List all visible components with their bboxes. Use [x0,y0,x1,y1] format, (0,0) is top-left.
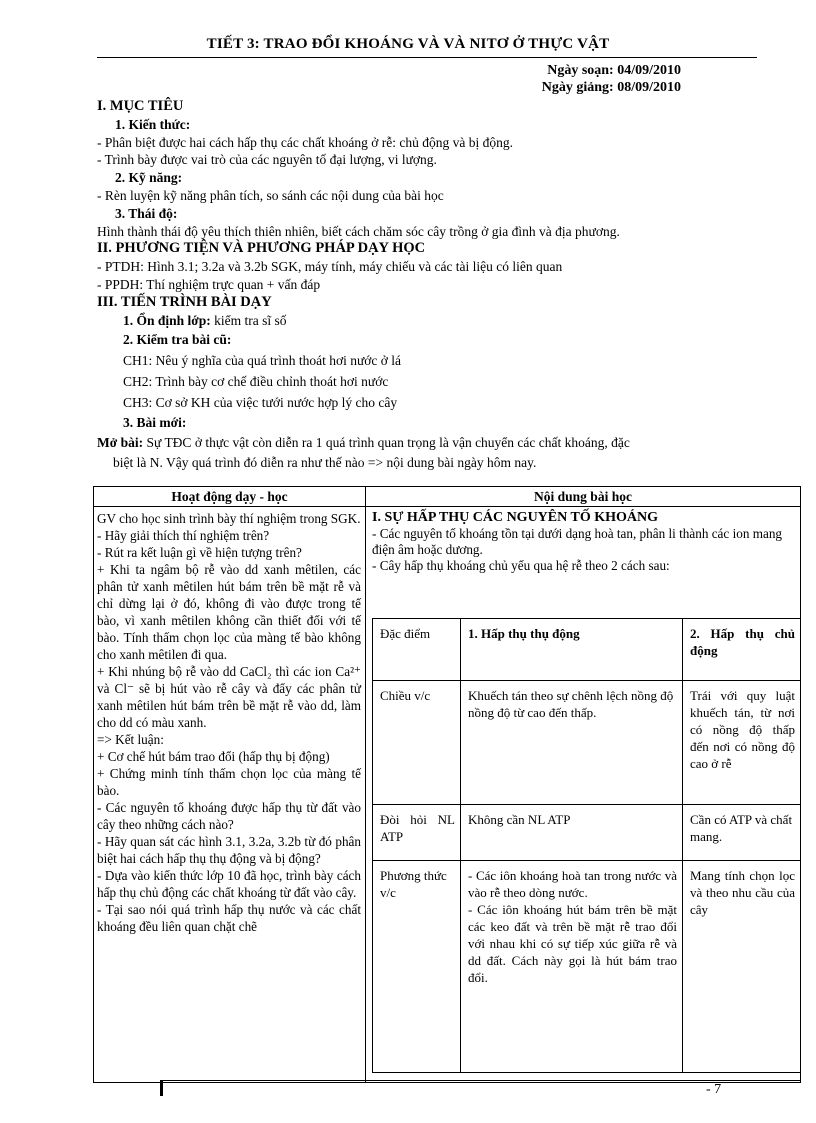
question-1: CH1: Nêu ý nghĩa của quá trình thoát hơi nước ở lá [123,353,402,369]
activity-line: - Dựa vào kiến thức lớp 10 đã học, trình bày cách hấp thụ chủ động các chất khoáng từ đất vào cây. [97,868,361,900]
inner-header-feature: Đặc điểm [373,619,461,681]
activity-line: + Chứng minh tính thấm chọn lọc của màng tế bào. [97,766,361,798]
footer-mark [160,1080,163,1096]
activity-line: - Hãy quan sát các hình 3.1, 3.2a, 3.2b từ đó phân biệt hai cách hấp thụ thụ động và bị động? [97,834,361,866]
activity-line: - Rút ra kết luận gì về hiện tượng trên? [97,545,302,560]
inner-header-passive: 1. Hấp thụ thụ động [461,619,683,681]
step-1-label: 1. Ổn định lớp: [123,312,211,328]
lesson-table [93,486,801,1083]
content-cell [366,507,801,1083]
activity-line: + Khi ta ngâm bộ rễ vào dd xanh mêtilen, các phân tử xanh mêtilen hút bám trên bề mặt rễ và chỉ dừng lại ở đó, không đi vào được trong tế bào, vì xanh mêtilen không cần thiết đối với tế bào. Tính thấm chọn lọc của màng tế bào không cho xanh mêtilen đi qua. [97,562,361,662]
content-heading: I. SỰ HẤP THỤ CÁC NGUYÊN TỐ KHOÁNG [372,510,658,525]
row-direction-passive: Khuếch tán theo sự chênh lệch nồng độ nồng độ từ cao đến thấp. [461,681,683,805]
row-energy-active: Cần có ATP và chất mang. [683,805,801,861]
mode-passive-a: - Các iôn khoáng hoà tan trong nước và vào rễ theo dòng nước. [468,868,677,900]
date-taught: Ngày giảng: 08/09/2010 [541,80,681,95]
col-header-content: Nội dung bài học [366,487,801,507]
lesson-body [97,98,737,472]
activities-list [97,510,361,935]
line: - Rèn luyện kỹ năng phân tích, so sánh các nội dung của bài học [97,187,444,203]
activity-line: - Tại sao nói quá trình hấp thụ nước và các chất khoáng đều liên quan chặt chẽ [97,902,361,934]
page-title: TIẾT 3: TRAO ĐỔI KHOÁNG VÀ VÀ NITƠ Ở THỰC VẬT [206,36,610,52]
line: - PTDH: Hình 3.1; 3.2a và 3.2b SGK, máy tính, máy chiếu và các tài liệu có liên quan [97,259,563,275]
row-direction-label: Chiều v/c [373,681,461,805]
inner-header-active: 2. Hấp thụ chủ động [683,619,801,681]
content-paragraph: - Cây hấp thụ khoáng chủ yếu qua hệ rễ theo 2 cách sau: [372,558,670,573]
line: - Trình bày được vai trò của các nguyên tố đại lượng, vi lượng. [97,152,437,168]
heading-skills: 2. Kỹ năng: [115,170,183,186]
intro-cont: biệt là N. Vậy quá trình đó diễn ra như thế nào => nội dung bài ngày hôm nay. [113,455,537,471]
line: - Phân biệt được hai cách hấp thụ các chất khoáng ở rễ: chủ động và bị động. [97,134,513,150]
intro [97,434,737,452]
mode-passive-b: - Các iôn khoáng hút bám trên bề mặt các keo đất và trên bề mặt rễ trao đổi với nhau khi có sự tiếp xúc giữa rễ và dd đất. Cách này gọi là hút bám trao đổi. [468,902,677,985]
section-methods: II. PHƯƠNG TIỆN VÀ PHƯƠNG PHÁP DẠY HỌC [97,240,426,257]
comparison-table [372,618,801,1073]
row-mode-label: Phương thức v/c [373,861,461,1073]
step-1-text: kiểm tra sĩ số [210,312,287,328]
row-mode-passive [461,861,683,1073]
section-process: III. TIẾN TRÌNH BÀI DẠY [97,293,272,310]
step-2: 2. Kiểm tra bài cũ: [123,332,232,348]
row-energy-label: Đòi hỏi NL ATP [373,805,461,861]
row-direction-active: Trái với quy luật khuếch tán, từ nơi có nồng độ thấp đến nơi có nồng độ cao ở rễ [683,681,801,805]
activity-line: => Kết luận: [97,732,164,747]
content-paragraph: - Các nguyên tố khoáng tồn tại dưới dạng hoà tan, phân li thành các ion mang điện âm hoặc dương. [372,526,783,557]
intro-label: Mở bài: [97,435,144,451]
row-energy-passive: Không cần NL ATP [461,805,683,861]
page-number: - 7 [706,1082,722,1097]
activity-line: GV cho học sinh trình bày thí nghiệm trong SGK. [97,511,361,526]
footer-rule [162,1080,800,1081]
section-objectives: I. MỤC TIÊU [97,98,184,114]
line: - PPDH: Thí nghiệm trực quan + vấn đáp [97,276,321,292]
date-prepared: Ngày soạn: 04/09/2010 [547,63,681,78]
question-2: CH2: Trình bày cơ chế điều chỉnh thoát hơi nước [123,373,389,389]
activity-line: - Hãy giải thích thí nghiệm trên? [97,528,270,543]
heading-knowledge: 1. Kiến thức: [115,116,191,132]
row-mode-active: Mang tính chọn lọc và theo nhu cầu của cây [683,861,801,1073]
question-3: CH3: Cơ sở KH của việc tưới nước hợp lý cho cây [123,394,398,410]
activities-cell [94,507,366,1083]
activity-line: - Các nguyên tố khoáng được hấp thụ từ đất vào cây theo những cách nào? [97,800,361,832]
col-header-activities: Hoạt động dạy - học [94,487,366,507]
activity-line: + Cơ chế hút bám trao đổi (hấp thụ bị động) [97,749,330,764]
activity-line: + Khi nhúng bộ rễ vào dd CaCl₂ thì các ion Ca²⁺ và Cl⁻ sẽ bị hút vào rễ cây và đẩy các phân tử xanh mêtilen hút bám trên bề mặt rễ vào dd, làm cho dd có màu xanh. [97,664,361,730]
line: Hình thành thái độ yêu thích thiên nhiên, biết cách chăm sóc cây trồng ở gia đình và địa phương. [97,223,620,239]
step-3: 3. Bài mới: [123,414,187,430]
heading-attitude: 3. Thái độ: [115,205,178,221]
step-1 [97,312,737,330]
intro-text: Sự TĐC ở thực vật còn diễn ra 1 quá trình quan trọng là vận chuyển các chất khoáng, đặc [143,435,630,451]
title-underline [97,57,757,58]
